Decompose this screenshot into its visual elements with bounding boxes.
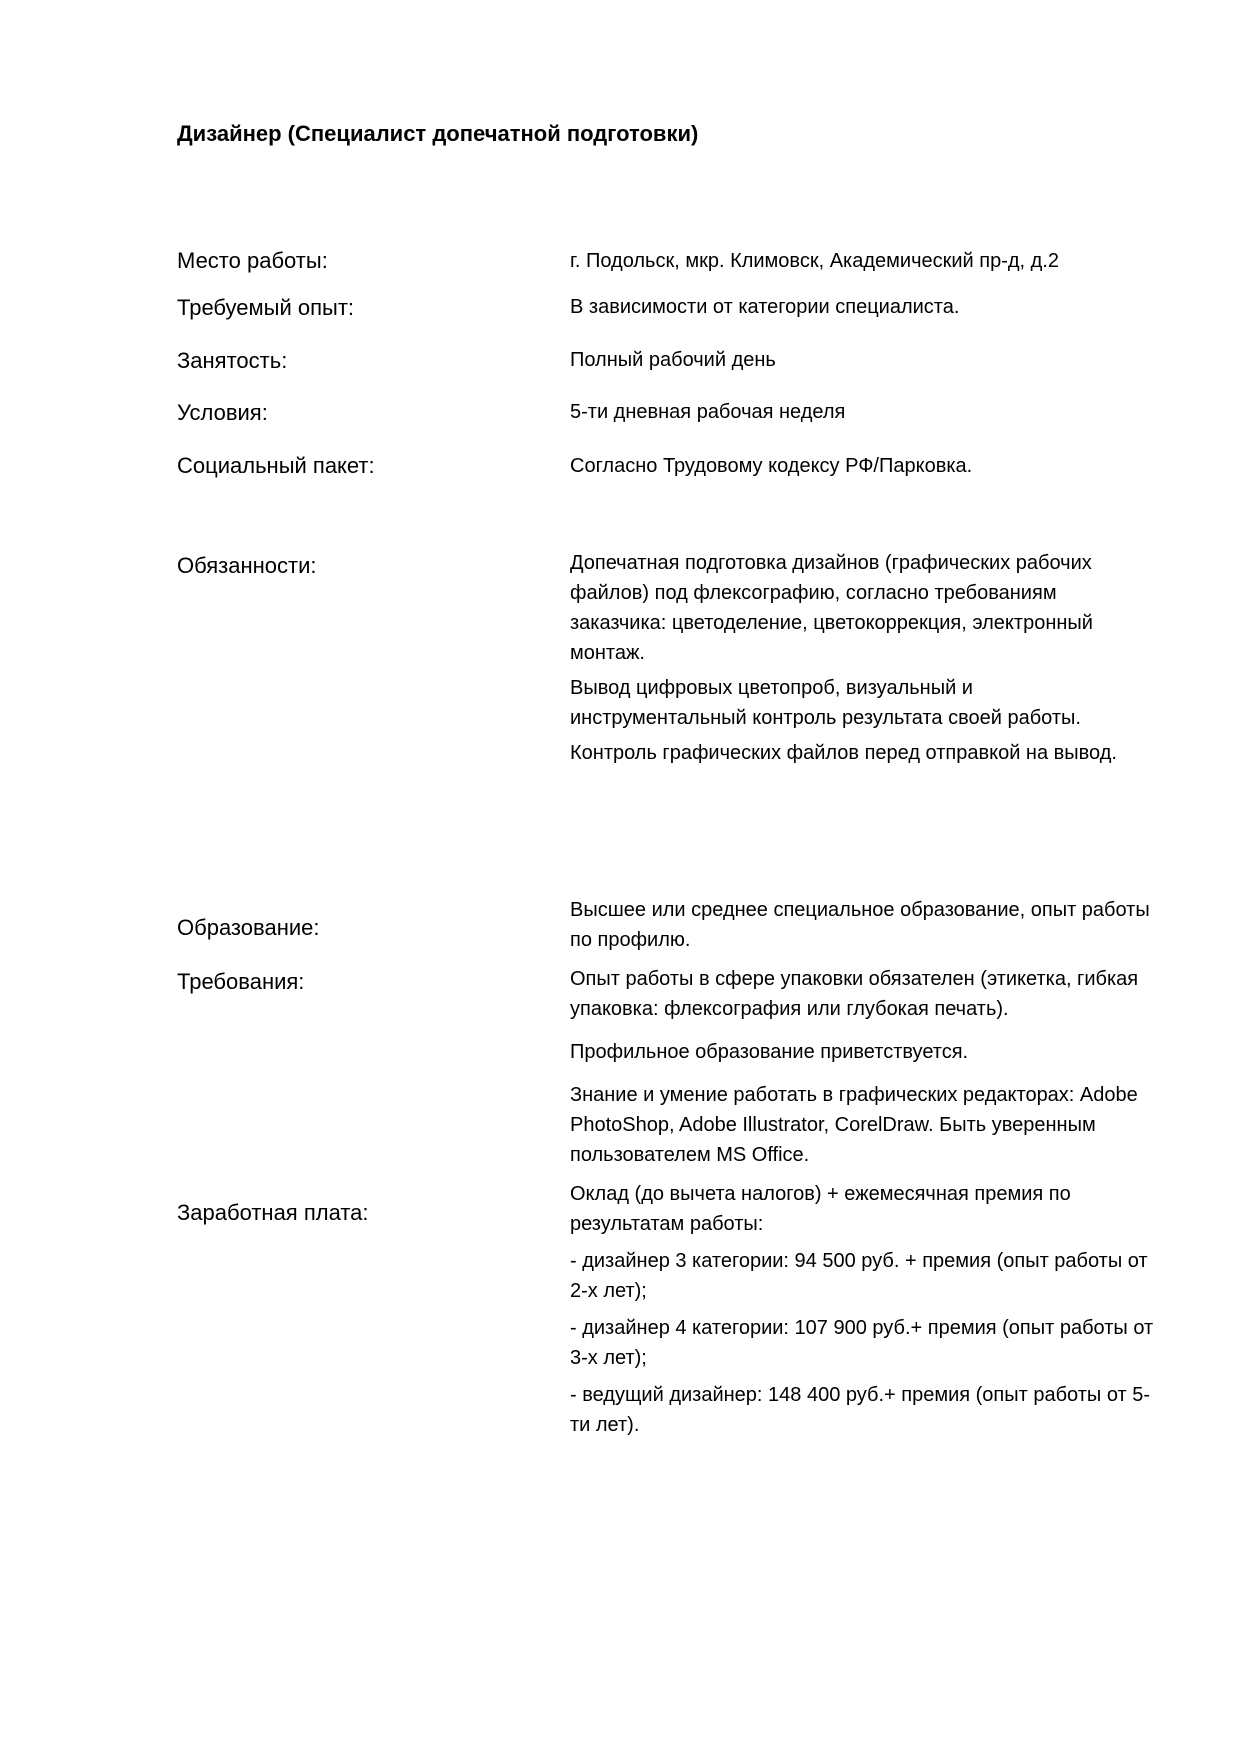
location-label: Место работы: — [177, 248, 328, 273]
salary-paragraph: - дизайнер 3 категории: 94 500 руб. + премия (опыт работы от 2-х лет); — [570, 1250, 1148, 1302]
experience-value: В зависимости от категории специалиста. — [570, 296, 960, 318]
requirements-paragraph: Профильное образование приветствуется. — [570, 1041, 969, 1063]
education-label: Образование: — [177, 915, 320, 940]
document-title: Дизайнер (Специалист допечатной подготовки) — [177, 121, 699, 146]
conditions-label: Условия: — [177, 400, 268, 425]
social-package-label: Социальный пакет: — [177, 453, 375, 478]
social-package-value: Согласно Трудовому кодексу РФ/Парковка. — [570, 455, 973, 477]
employment-label: Занятость: — [177, 348, 288, 373]
requirements-paragraph: Знание и умение работать в графических редакторах: Adobe PhotoShop, Adobe Illustrator, CorelDraw. Быть уверенным пользователем MS Office. — [570, 1084, 1138, 1166]
employment-value: Полный рабочий день — [570, 349, 776, 371]
salary-label: Заработная плата: — [177, 1200, 369, 1225]
requirements-label: Требования: — [177, 969, 305, 994]
duties-paragraph: Допечатная подготовка дизайнов (графических рабочих файлов) под флексографию, согласно требованиям заказчика: цветоделение, цветокоррекция, электронный монтаж. — [570, 552, 1093, 664]
duties-paragraph: Вывод цифровых цветопроб, визуальный и инструментальный контроль результата своей работы. — [570, 677, 1081, 729]
education-value: Высшее или среднее специальное образование, опыт работы по профилю. — [570, 899, 1150, 951]
salary-value — [570, 1179, 1155, 1440]
conditions-value: 5-ти дневная рабочая неделя — [570, 401, 846, 423]
location-value: г. Подольск, мкр. Климовск, Академический пр-д, д.2 — [570, 250, 1060, 272]
requirements-paragraph: Опыт работы в сфере упаковки обязателен (этикетка, гибкая упаковка: флексография или глубокая печать). — [570, 968, 1139, 1020]
salary-paragraph: - ведущий дизайнер: 148 400 руб.+ премия (опыт работы от 5-ти лет). — [570, 1384, 1151, 1436]
duties-label: Обязанности: — [177, 553, 317, 578]
requirements-value — [570, 964, 1155, 1170]
salary-paragraph: Оклад (до вычета налогов) + ежемесячная премия по результатам работы: — [570, 1183, 1071, 1235]
salary-paragraph: - дизайнер 4 категории: 107 900 руб.+ премия (опыт работы от 3-х лет); — [570, 1317, 1154, 1369]
experience-label: Требуемый опыт: — [177, 295, 355, 320]
duties-paragraph: Контроль графических файлов перед отправкой на вывод. — [570, 742, 1117, 764]
duties-value — [570, 548, 1130, 768]
